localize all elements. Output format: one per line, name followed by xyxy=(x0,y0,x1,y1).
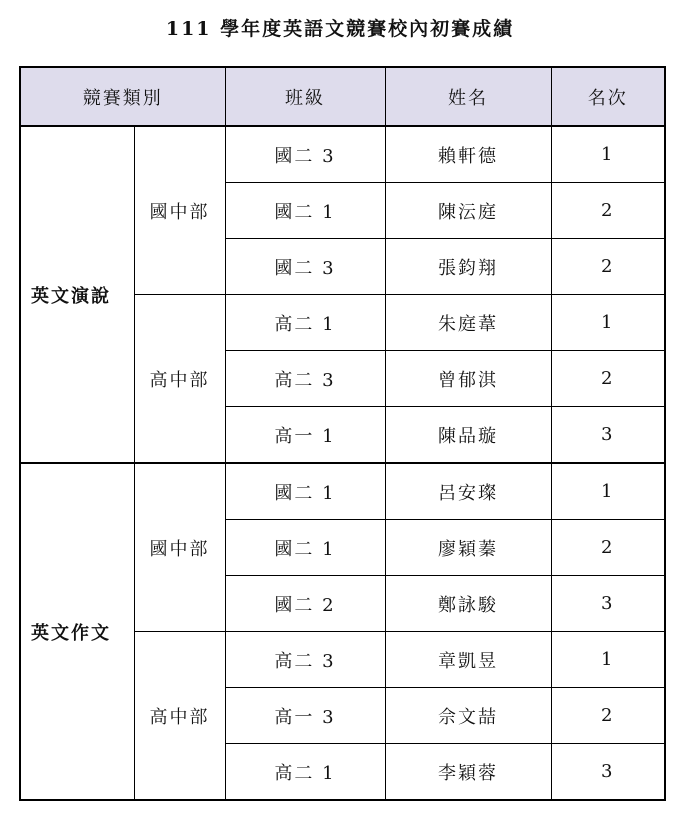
division-cell: 高中部 xyxy=(134,295,225,464)
category-cell: 英文演說 xyxy=(20,126,134,463)
table-row xyxy=(20,463,665,520)
name-cell: 佘文喆 xyxy=(385,688,551,744)
name-cell: 廖穎蓁 xyxy=(385,520,551,576)
division-cell: 高中部 xyxy=(134,632,225,801)
name-cell: 陳品璇 xyxy=(385,407,551,464)
results-table xyxy=(19,66,666,801)
class-cell: 高二 1 xyxy=(225,295,385,351)
class-cell: 國二 1 xyxy=(225,463,385,520)
rank-cell: 2 xyxy=(551,520,665,576)
rank-cell: 2 xyxy=(551,351,665,407)
rank-cell: 3 xyxy=(551,576,665,632)
table-row xyxy=(20,126,665,183)
class-cell: 高二 3 xyxy=(225,351,385,407)
header-category: 競賽類別 xyxy=(20,67,225,126)
class-cell: 高一 3 xyxy=(225,688,385,744)
class-cell: 國二 1 xyxy=(225,183,385,239)
rank-cell: 1 xyxy=(551,126,665,183)
class-cell: 國二 1 xyxy=(225,520,385,576)
rank-cell: 1 xyxy=(551,295,665,351)
division-cell: 國中部 xyxy=(134,463,225,632)
class-cell: 國二 3 xyxy=(225,239,385,295)
name-cell: 鄭詠駿 xyxy=(385,576,551,632)
class-cell: 國二 2 xyxy=(225,576,385,632)
header-row xyxy=(20,67,665,126)
class-cell: 高一 1 xyxy=(225,407,385,464)
name-cell: 曾郁淇 xyxy=(385,351,551,407)
name-cell: 賴軒德 xyxy=(385,126,551,183)
header-rank: 名次 xyxy=(551,67,665,126)
rank-cell: 3 xyxy=(551,744,665,801)
header-name: 姓名 xyxy=(385,67,551,126)
class-cell: 國二 3 xyxy=(225,126,385,183)
rank-cell: 2 xyxy=(551,183,665,239)
class-cell: 高二 1 xyxy=(225,744,385,801)
class-cell: 高二 3 xyxy=(225,632,385,688)
rank-cell: 1 xyxy=(551,632,665,688)
header-class: 班級 xyxy=(225,67,385,126)
category-cell: 英文作文 xyxy=(20,463,134,800)
rank-cell: 3 xyxy=(551,407,665,464)
page-title: 111 學年度英語文競賽校內初賽成績 xyxy=(165,18,515,40)
name-cell: 李穎蓉 xyxy=(385,744,551,801)
division-cell: 國中部 xyxy=(134,126,225,295)
rank-cell: 1 xyxy=(551,463,665,520)
rank-cell: 2 xyxy=(551,688,665,744)
name-cell: 呂安璨 xyxy=(385,463,551,520)
name-cell: 朱庭葦 xyxy=(385,295,551,351)
name-cell: 章凱昱 xyxy=(385,632,551,688)
rank-cell: 2 xyxy=(551,239,665,295)
name-cell: 張鈞翔 xyxy=(385,239,551,295)
name-cell: 陳沄庭 xyxy=(385,183,551,239)
